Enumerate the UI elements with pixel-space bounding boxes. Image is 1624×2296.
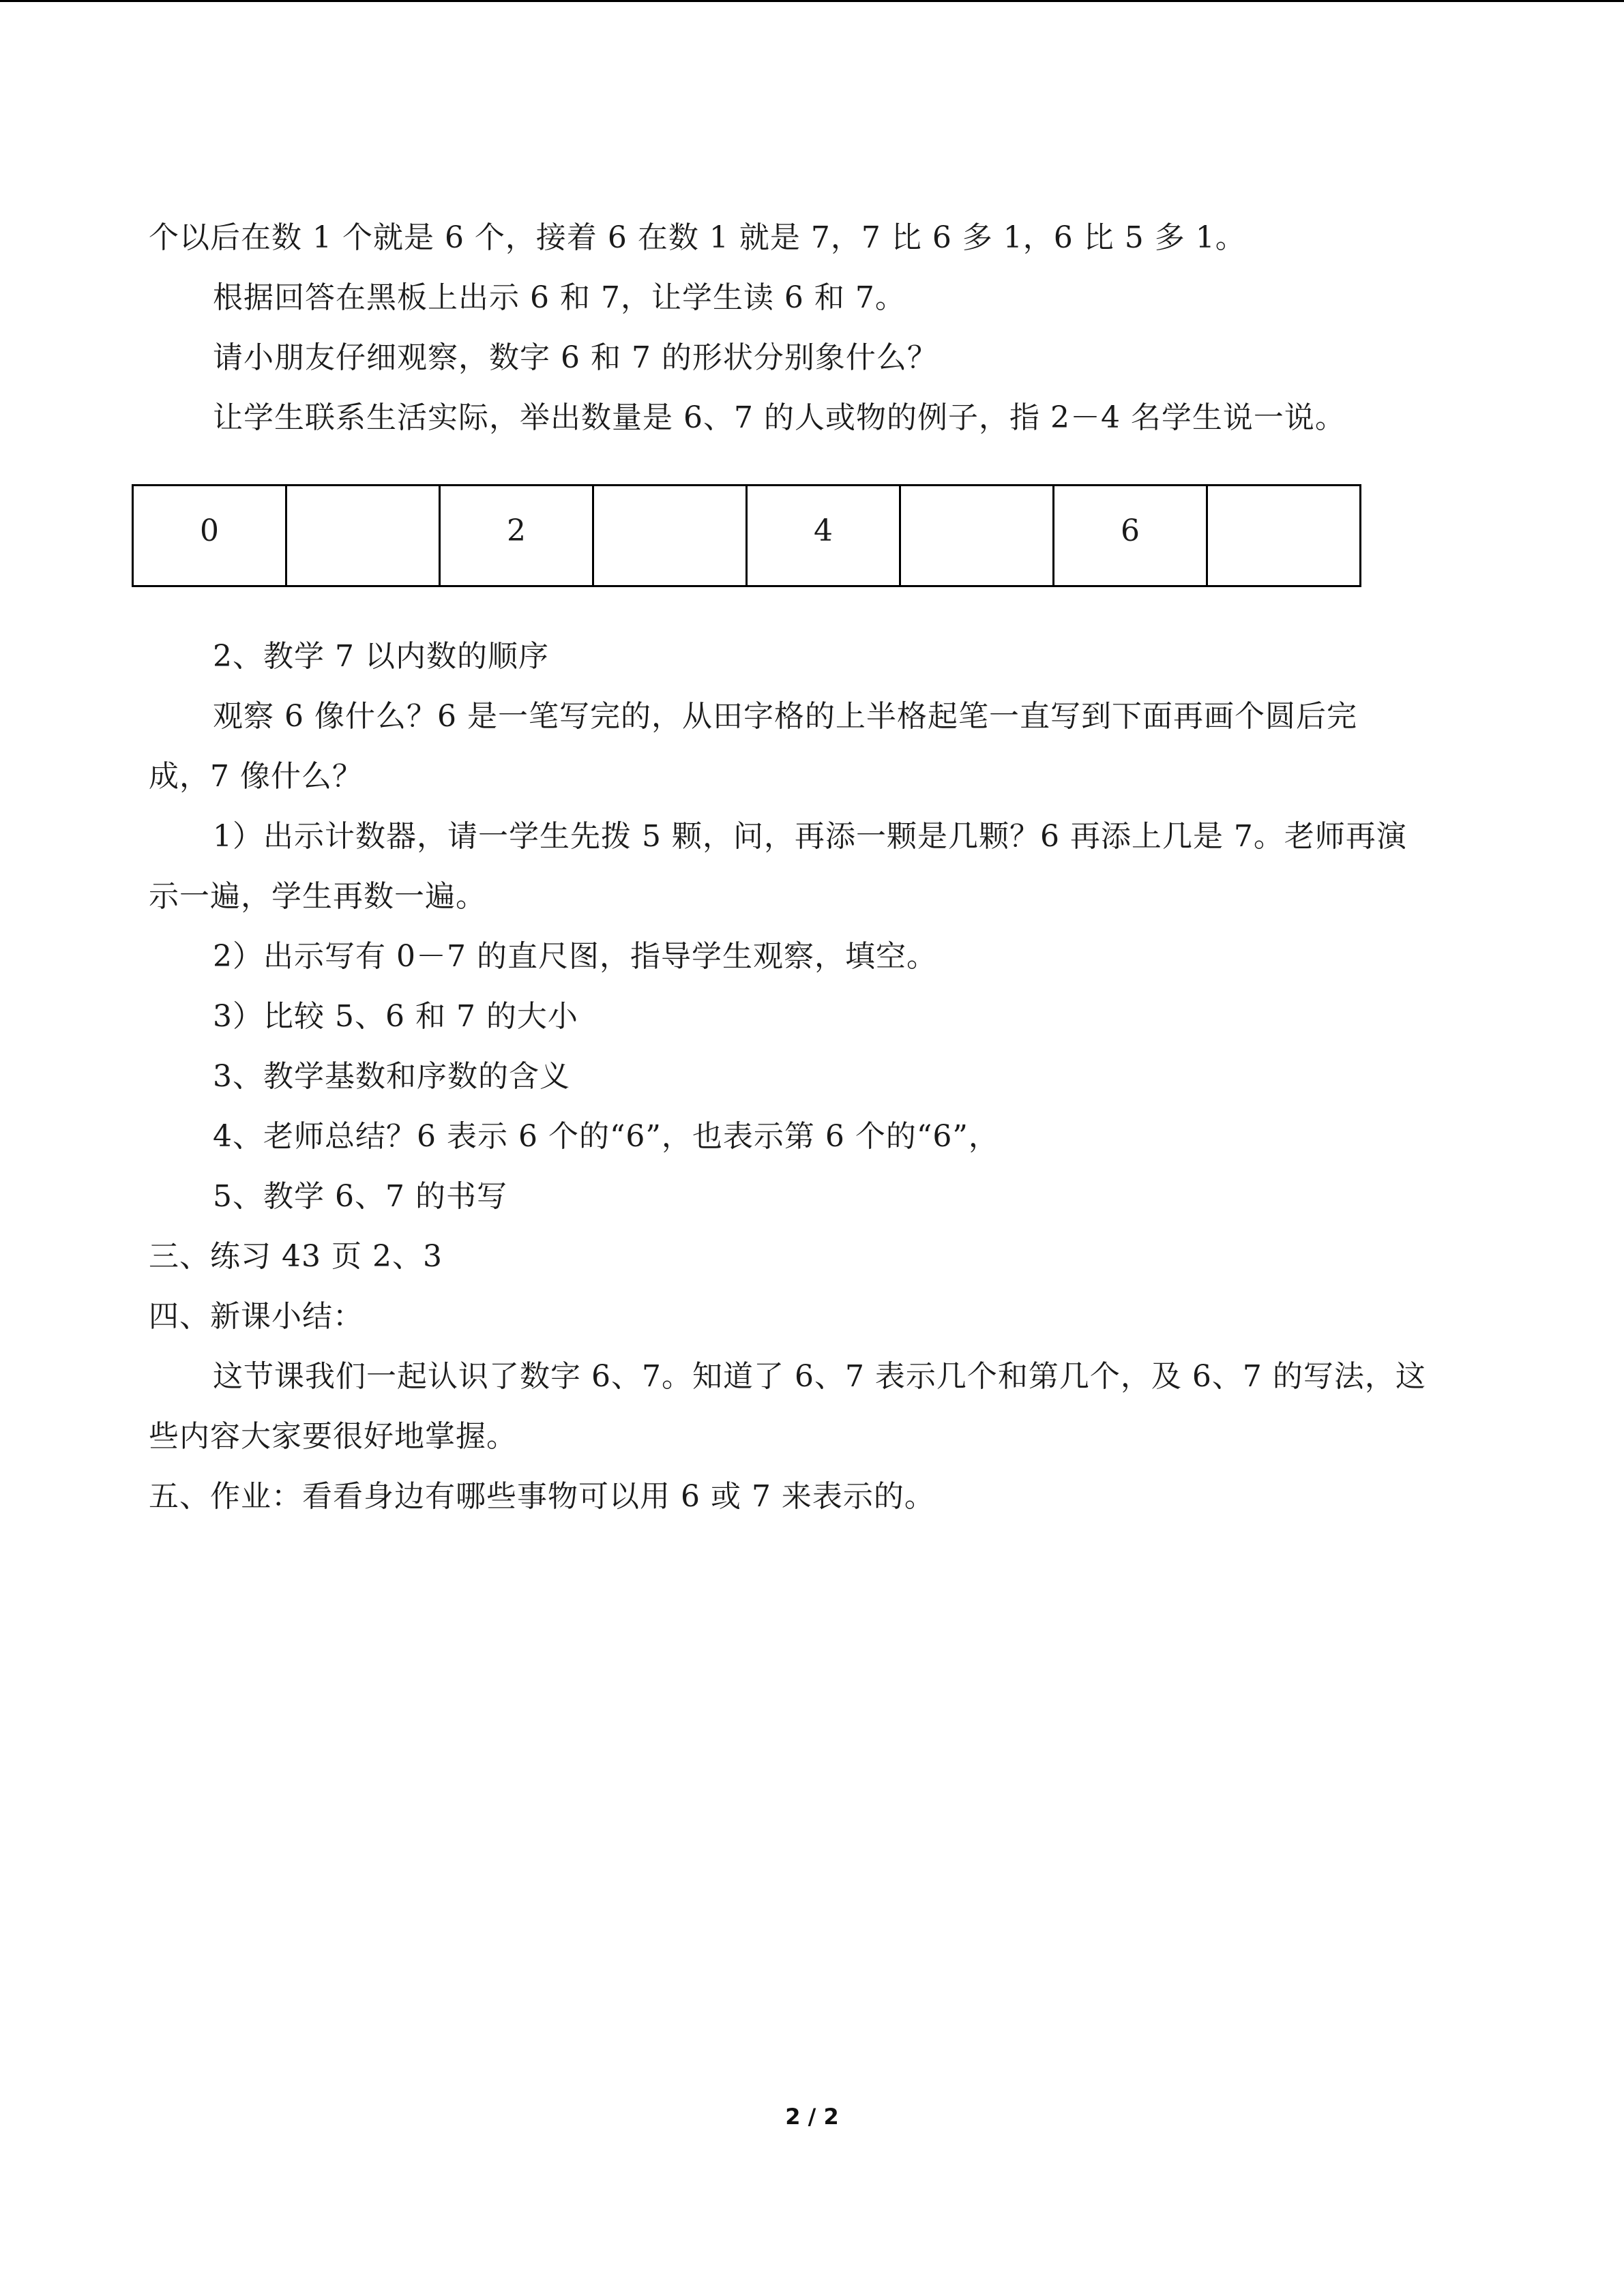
page-number: 2 / 2	[785, 2104, 839, 2130]
paragraph-blackboard: 根据回答在黑板上出示 6 和 7，让学生读 6 和 7。	[213, 280, 906, 315]
paragraph-observe-six: 观察 6 像什么？6 是一笔写完的，从田字格的上半格起笔一直写到下面再画个圆后完	[213, 699, 1357, 734]
paragraph-real-life-examples: 让学生联系生活实际，举出数量是 6、7 的人或物的例子，指 2－4 名学生说一说。	[213, 400, 1346, 435]
ruler-cell: 6	[1054, 486, 1207, 586]
paragraph-lesson-summary-continued: 些内容大家要很好地掌握。	[149, 1419, 517, 1454]
paragraph-continuation: 个以后在数 1 个就是 6 个，接着 6 在数 1 就是 7，7 比 6 多 1，6 比 5 多 1。	[149, 220, 1246, 255]
paragraph-observe-seven: 成，7 像什么？	[149, 759, 363, 794]
step-counter: 1）出示计数器，请一学生先拨 5 颗，问，再添一颗是几颗？6 再添上几是 7。老师再演	[213, 819, 1407, 854]
paragraph-lesson-summary: 这节课我们一起认识了数字 6、7。知道了 6、7 表示几个和第几个，及 6、7 的写法，这	[213, 1359, 1426, 1394]
paragraph-observe-shapes: 请小朋友仔细观察，数字 6 和 7 的形状分别象什么？	[213, 340, 938, 375]
table-row	[133, 486, 1361, 586]
ruler-cell: 4	[747, 486, 900, 586]
ruler-cell: 0	[133, 486, 286, 586]
section-heading-cardinal-ordinal: 3、教学基数和序数的含义	[213, 1059, 570, 1094]
step-compare: 3）比较 5、6 和 7 的大小	[213, 999, 578, 1034]
section-heading-writing: 5、教学 6、7 的书写	[213, 1179, 507, 1214]
ruler-cell	[286, 486, 440, 586]
step-counter-continued: 示一遍，学生再数一遍。	[149, 879, 486, 914]
step-ruler: 2）出示写有 0－7 的直尺图，指导学生观察，填空。	[213, 939, 937, 974]
ruler-cell	[593, 486, 747, 586]
section-heading-order: 2、教学 7 以内数的顺序	[213, 639, 549, 674]
part-heading-homework: 五、作业：看看身边有哪些事物可以用 6 或 7 来表示的。	[149, 1479, 935, 1514]
ruler-cell	[900, 486, 1054, 586]
part-heading-lesson-summary: 四、新课小结：	[149, 1299, 364, 1334]
section-heading-summary: 4、老师总结？6 表示 6 个的“6”，也表示第 6 个的“6”，	[213, 1119, 999, 1154]
part-heading-practice: 三、练习 43 页 2、3	[149, 1239, 443, 1274]
ruler-cell: 2	[440, 486, 593, 586]
ruler-cell	[1207, 486, 1361, 586]
number-ruler-table	[132, 484, 1361, 587]
